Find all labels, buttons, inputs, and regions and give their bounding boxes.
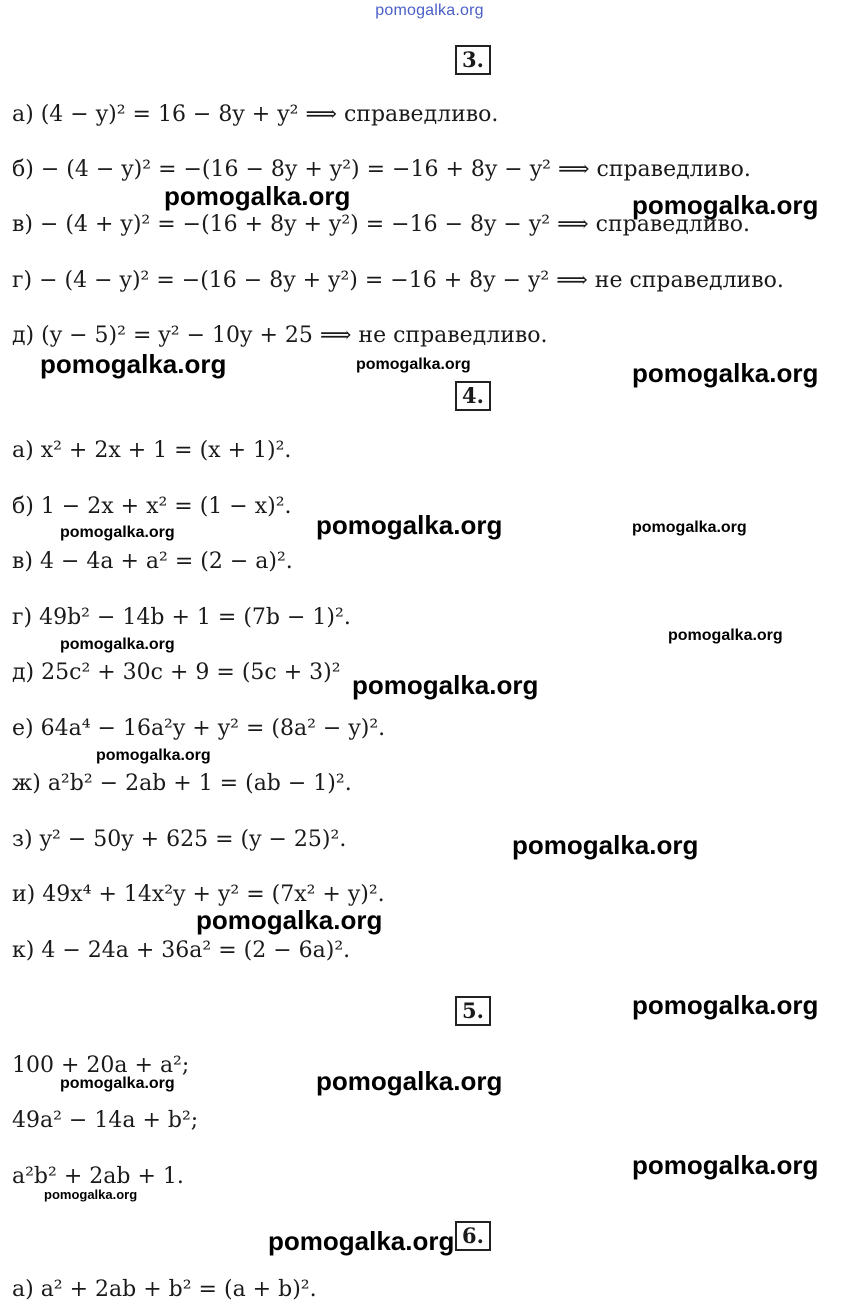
watermark: pomogalka.org bbox=[316, 510, 503, 540]
section-4-line-a: а) x² + 2x + 1 = (x + 1)². bbox=[12, 438, 292, 463]
section-4-line-g: г) 49b² − 14b + 1 = (7b − 1)². bbox=[12, 605, 351, 630]
section-3-number: 3. bbox=[455, 45, 491, 75]
watermark: pomogalka.org bbox=[60, 636, 175, 653]
section-3-line-a: а) (4 − y)² = 16 − 8y + y² ⟹ справедливо. bbox=[12, 102, 499, 127]
section-6-number: 6. bbox=[455, 1221, 491, 1251]
watermark: pomogalka.org bbox=[668, 627, 783, 644]
watermark: pomogalka.org bbox=[268, 1226, 455, 1256]
section-4-line-v: в) 4 − 4a + a² = (2 − a)². bbox=[12, 549, 293, 574]
section-4-line-i: и) 49x⁴ + 14x²y + y² = (7x² + y)². bbox=[12, 882, 385, 907]
watermark: pomogalka.org bbox=[44, 1187, 138, 1202]
section-5-number: 5. bbox=[455, 996, 491, 1026]
watermark: pomogalka.org bbox=[60, 524, 175, 541]
section-4-line-b: б) 1 − 2x + x² = (1 − x)². bbox=[12, 494, 292, 519]
watermark: pomogalka.org bbox=[356, 356, 471, 373]
section-4-number: 4. bbox=[455, 381, 491, 411]
watermark: pomogalka.org bbox=[96, 747, 211, 764]
section-5-line-2: 49a² − 14a + b²; bbox=[12, 1108, 199, 1133]
watermark: pomogalka.org bbox=[40, 349, 227, 379]
section-4-line-z: з) y² − 50y + 625 = (y − 25)². bbox=[12, 827, 347, 852]
top-watermark: pomogalka.org bbox=[375, 2, 484, 19]
section-6-line-a: а) a² + 2ab + b² = (a + b)². bbox=[12, 1277, 317, 1302]
section-3-line-d: д) (y − 5)² = y² − 10y + 25 ⟹ не справедливо. bbox=[12, 323, 548, 348]
watermark: pomogalka.org bbox=[632, 519, 747, 536]
watermark: pomogalka.org bbox=[632, 190, 819, 220]
section-5-line-1: 100 + 20a + a²; bbox=[12, 1053, 190, 1078]
section-5-line-3: a²b² + 2ab + 1. bbox=[12, 1164, 184, 1189]
watermark: pomogalka.org bbox=[164, 181, 351, 211]
section-4-line-k: к) 4 − 24a + 36a² = (2 − 6a)². bbox=[12, 938, 351, 963]
section-4-line-e: е) 64a⁴ − 16a²y + y² = (8a² − y)². bbox=[12, 716, 386, 741]
watermark: pomogalka.org bbox=[512, 830, 699, 860]
watermark: pomogalka.org bbox=[196, 905, 383, 935]
section-4-line-zh: ж) a²b² − 2ab + 1 = (ab − 1)². bbox=[12, 771, 352, 796]
watermark: pomogalka.org bbox=[632, 358, 819, 388]
section-3-line-v: в) − (4 + y)² = −(16 + 8y + y²) = −16 − 8y − y² ⟹ справедливо. bbox=[12, 212, 751, 237]
watermark: pomogalka.org bbox=[632, 1150, 819, 1180]
watermark: pomogalka.org bbox=[60, 1075, 175, 1092]
watermark: pomogalka.org bbox=[352, 670, 539, 700]
watermark: pomogalka.org bbox=[316, 1066, 503, 1096]
section-3-line-b: б) − (4 − y)² = −(16 − 8y + y²) = −16 + 8y − y² ⟹ справедливо. bbox=[12, 157, 751, 182]
watermark: pomogalka.org bbox=[632, 990, 819, 1020]
section-3-line-g: г) − (4 − y)² = −(16 − 8y + y²) = −16 + 8y − y² ⟹ не справедливо. bbox=[12, 268, 784, 293]
section-4-line-d: д) 25c² + 30c + 9 = (5c + 3)² bbox=[12, 660, 341, 685]
